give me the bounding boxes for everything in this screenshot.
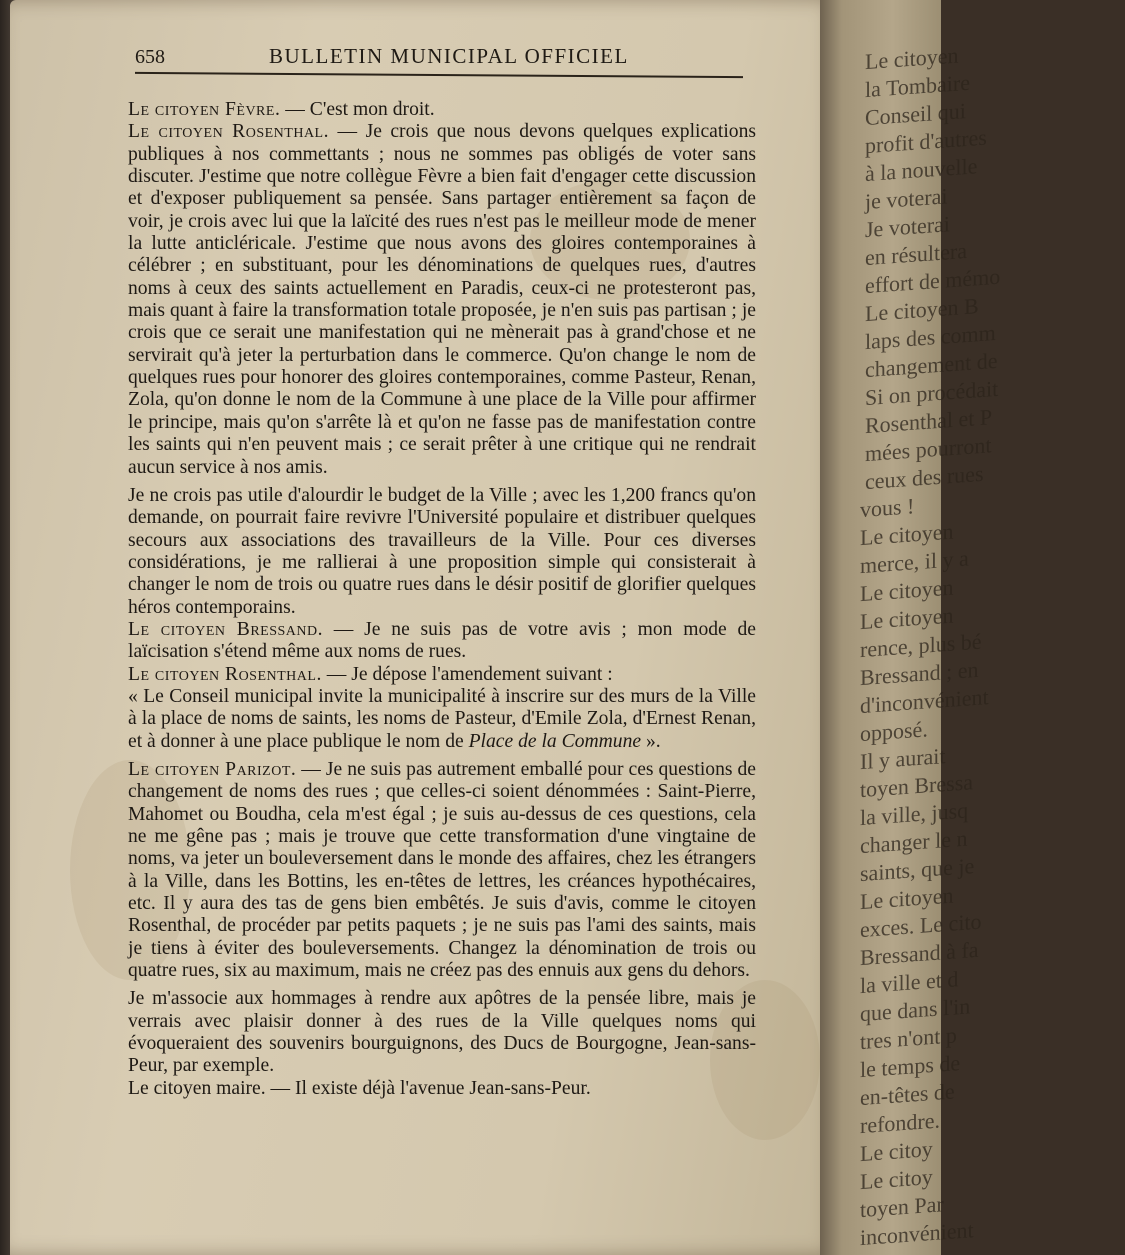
header-rule — [135, 72, 743, 78]
facing-page-fragment: tres n'ont p — [860, 1022, 957, 1055]
facing-page-fragment: exces. Le cito — [860, 908, 982, 943]
facing-page-fragment: mées pourront — [865, 432, 992, 467]
speaker: Le citoyen Rosenthal. — [128, 663, 322, 685]
speech: — Je ne suis pas autrement emballé pour ces questions de changement de noms des rues ; que celles-ci soient dénommées : Saint-Pierre, Mahomet ou Boudha, cela m'est égal ; je suis au-dessus de ces questions, cela ne me gêne pas ; mais je trouve que cette transformation d'une vingtaine de noms, va jeter un bouleversement dans le monde des affaires, chez les étrangers à la Ville, dans les Bottins, les en-têtes de lettres, les créances hypothécaires, etc. Il y aura des tas de gens bien embêtés. Je suis d'avis, comme le citoyen Rosenthal, de procéder par petits paquets ; je ne suis pas l'ami des saints, mais je tiens à éviter des bouleversements. Changez la dénomination de trois ou quatre rues, six au maximum, mais ne créez pas des ennuis aux gens du dehors. — [128, 758, 757, 982]
page-number: 658 — [135, 46, 165, 68]
paragraph — [128, 99, 756, 121]
speech: — Je dépose l'amendement suivant : — [321, 663, 613, 685]
facing-page-fragment: rence, plus bé — [860, 628, 982, 663]
paragraph — [128, 759, 756, 982]
facing-page-fragment: Le citoyen — [860, 574, 954, 607]
facing-page-fragment: d'inconvénient — [860, 684, 989, 719]
speech-tail: ». — [641, 730, 661, 752]
facing-page-fragment: la Tombaire — [865, 69, 970, 103]
speaker: Le citoyen Bressand. — [128, 618, 324, 640]
facing-page-fragment: saints, que je — [860, 853, 975, 887]
facing-page-fragment: inconvénient — [860, 1217, 974, 1251]
place-name: Place de la Commune — [468, 730, 642, 752]
facing-page-fragment: merce, il y a — [860, 545, 969, 579]
speaker: Le citoyen Parizot. — [128, 758, 297, 780]
facing-page-fragment: changer le n — [860, 825, 968, 859]
speaker: Le citoyen Fèvre. — [128, 99, 281, 120]
facing-page-fragment: effort de mémo — [865, 263, 1001, 299]
speech: — C'est mon droit. — [280, 99, 435, 120]
facing-page-fragment: Il y aurait — [860, 743, 946, 775]
paragraph — [128, 664, 756, 686]
facing-page-fragment: Le citoyen — [860, 518, 954, 551]
paragraph — [128, 485, 756, 619]
facing-page-fragment: changement de — [865, 347, 998, 383]
facing-page-fragment: profit d'autres — [865, 124, 987, 159]
facing-page-fragment: refondre. — [860, 1107, 941, 1139]
facing-page-fragment: je voterai — [865, 183, 948, 215]
facing-page-fragment: en-têtes de — [860, 1078, 955, 1111]
paragraph — [128, 1078, 756, 1100]
paragraph — [128, 619, 756, 664]
facing-page-fragment: Le citoy — [860, 1164, 933, 1195]
facing-page-fragment: Rosenthal et P — [865, 404, 993, 439]
speaker: Le citoyen Rosenthal. — [128, 121, 330, 143]
body-text — [128, 99, 756, 1100]
speech: Le citoyen maire. — Il existe déjà l'avenue Jean-sans-Peur. — [128, 1077, 591, 1099]
facing-page-fragment: toyen Par — [860, 1191, 944, 1223]
facing-page-fragment: à la nouvelle — [865, 153, 978, 187]
facing-page-fragment: que dans l'in — [860, 993, 971, 1027]
facing-page-fragment: laps des comm — [865, 319, 996, 355]
facing-page-fragment: Le citoyen — [860, 602, 954, 635]
facing-page — [820, 0, 1001, 1255]
facing-page-fragment: Je voterai — [865, 211, 950, 243]
facing-page-fragment: la ville, jusq — [860, 797, 969, 831]
facing-page-fragment: Le citoy — [860, 1136, 933, 1167]
page-header — [135, 42, 745, 82]
facing-page-fragment: Conseil qui — [865, 98, 966, 131]
amendment-text — [128, 686, 756, 753]
paragraph — [128, 988, 756, 1077]
facing-page-fragment: Le citoyen — [865, 42, 959, 75]
facing-page-fragment: Bressand à fa — [860, 936, 979, 971]
paragraph — [128, 121, 756, 479]
facing-page-fragment: toyen Bressa — [860, 769, 974, 803]
facing-page-fragment: Le citoyen B — [865, 293, 979, 327]
facing-page-fragment: Si on procédait — [865, 375, 999, 411]
facing-page-fragment: ceux des rues — [865, 460, 984, 495]
facing-page-fragment: Le citoyen — [860, 882, 954, 915]
speech: — Je ne suis pas de votre avis ; mon mode de laïcisation s'étend même aux noms de rues. — [128, 618, 757, 663]
facing-page-fragment: vous ! — [860, 493, 915, 523]
speech: Je m'associe aux hommages à rendre aux apôtres de la pensée libre, mais je verrais avec plaisir donner à des rues de la Ville quelques noms qui évoqueraient des souvenirs bourguignons, des Ducs de Bourgogne, Jean-sans-Peur, par exemple. — [128, 988, 756, 1077]
facing-page-fragment: le temps de — [860, 1050, 961, 1083]
facing-page-fragment: la ville et d — [860, 966, 959, 999]
speech: « Le Conseil municipal invite la municipalité à inscrire sur des murs de la Ville à la place de noms de saints, les noms de Pasteur, d'Emile Zola, d'Ernest Renan, et à donner à une place publique le nom de — [128, 685, 756, 752]
facing-page-fragment: opposé. — [860, 716, 928, 747]
speech: — Je crois que nous devons quelques explications publiques à nos commettants ; nous ne sommes pas obligés de voter sans discuter. J'estime que notre collègue Fèvre a bien fait d'engager cette discussion et d'exposer publiquement sa pensée. Sans partager entièrement sa façon de voir, je crois avec lui que la laïcité des rues n'est pas le meilleur mode de mener la lutte anticléricale. J'estime que nous avons des gloires contemporaines à célébrer ; en substituant, pour les dénominations de quelques rues, d'autres noms à ceux des saints actuellement en Paradis, ceux-ci ne protesteront pas, mais quant à faire la transformation totale proposée, je n'en suis pas partisan ; je crois que ce serait une manifestation qui ne mènerait pas à grand'chose et ne servirait qu'à jeter la perturbation dans le commerce. Qu'on change le nom de quelques rues pour honorer des gloires contemporaines, comme Pasteur, Renan, Zola, qu'on donne le nom de la Commune à une place de la Ville pour affirmer le principe, mais qu'on s'arrête là et qu'on ne fasse pas de manifestation contre les saints qui n'en peuvent mais ; ce serait prêter à une critique qui ne rendrait aucun service à nos amis. — [128, 121, 756, 478]
facing-page-fragment: Bressand ; en — [860, 656, 979, 691]
facing-page-fragment: en résultera — [865, 237, 967, 271]
speech: Je ne crois pas utile d'alourdir le budget de la Ville ; avec les 1,200 francs qu'on demande, on pourrait faire revivre l'Université populaire et distribuer quelques secours aux associations des travailleurs de la Ville. Pour ces diverses considérations, je me rallierai à une proposition simple qui consisterait à changer le nom de trois ou quatre rues dans le désir positif de glorifier quelques héros contemporains. — [128, 484, 756, 618]
running-title: BULLETIN MUNICIPAL OFFICIEL — [269, 44, 629, 68]
